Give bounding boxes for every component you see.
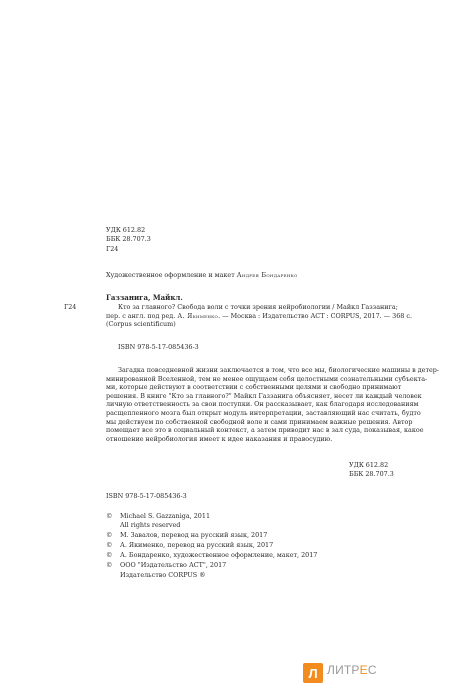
biblio-line-2: пер. с англ. под ред. А. Якименко. — Москва : Издательство АСТ : CORPUS, 2017. — 368 с. [106, 311, 412, 320]
copyright-line: © А. Якименко, перевод на русский язык, 2017 [106, 541, 274, 549]
abstract-line: расщепленного мозга был открыт модуль интерпретации, заставляющий нас считать, будто [106, 408, 421, 417]
isbn-second: ISBN 978-5-17-085436-3 [106, 492, 187, 500]
abstract [106, 366, 439, 443]
art-design-prefix: Художественное оформление и макет [106, 271, 235, 279]
abstract-line: минированной Вселенной, тем не менее ощущаем себя целостными сознательными субъекта- [106, 374, 428, 383]
art-design-credit [106, 271, 298, 280]
isbn-first: ISBN 978-5-17-085436-3 [118, 343, 199, 351]
udk-top: УДК 612.82 [106, 226, 146, 234]
bbk-bottom: ББК 28.707.3 [349, 470, 394, 478]
author-mark-top: Г24 [106, 245, 119, 253]
bibliographic-record [106, 303, 412, 329]
udk-bottom: УДК 612.82 [349, 461, 389, 469]
biblio-line-1: Кто за главного? Свобода воли с точки зрения нейробиологии / Майкл Газзанига; [118, 303, 398, 311]
abstract-line: ми, которые действуют в соответствии с собственными целями и свободно принимают [106, 383, 402, 392]
art-design-name: Андрея Бондаренко [236, 271, 298, 279]
litres-logo-text: ЛИТРЕС [327, 663, 377, 677]
abstract-line: отношение нейробиология имеет к идее наказания и правосудию. [106, 434, 333, 443]
abstract-line: помещает все это в социальный контекст, а затем приводит нас в зал суда, показывая, какое [106, 426, 424, 435]
bbk-top: ББК 28.707.3 [106, 235, 151, 243]
biblio-line-3: (Corpus scientificum) [106, 320, 176, 329]
litres-logo-icon: Л [303, 663, 323, 683]
copyright-line: © А. Бондаренко, художественное оформление, макет, 2017 [106, 551, 318, 559]
abstract-line: Загадка повседневной жизни заключается в том, что все мы, биологические машины в детер- [118, 366, 440, 374]
copyright-line: Издательство CORPUS ® [120, 571, 206, 579]
copyright-line: All rights reserved [120, 521, 181, 529]
copyright-line: © Michael S. Gazzaniga, 2011 [106, 512, 211, 520]
abstract-line: мы действуем по собственной свободной воле и сами принимаем важные решения. Автор [106, 417, 413, 426]
abstract-line: личную ответственность за свои поступки. Он рассказывает, как благодаря исследованиям [106, 400, 419, 409]
author-mark-left: Г24 [64, 303, 77, 311]
copyright-line: © ООО "Издательство АСТ", 2017 [106, 561, 227, 569]
abstract-line: решения. В книге "Кто за главного?" Майкл Газзанига объясняет, несет ли каждый человек [106, 391, 422, 400]
author-heading: Газзанига, Майкл. [106, 293, 183, 302]
copyright-line: © М. Завалов, перевод на русский язык, 2017 [106, 531, 268, 539]
